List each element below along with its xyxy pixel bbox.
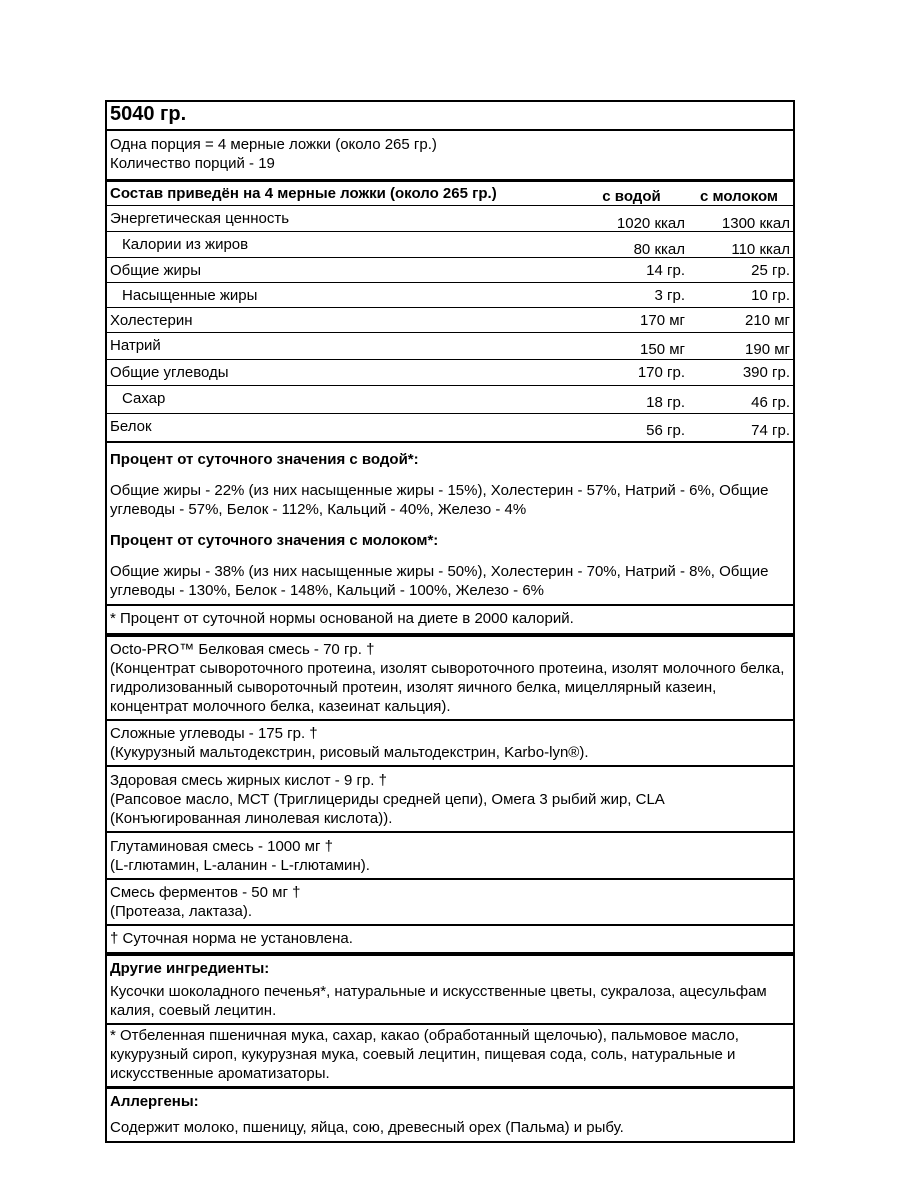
row-name: Сахар [122, 390, 166, 407]
dv-milk-text: Общие жиры - 38% (из них насыщенные жиры - 50%), Холестерин - 70%, Натрий - 8%, Общие углеводы - 130%, Белок - 148%, Кальций - 100%, Железо - 6% [110, 563, 769, 599]
row-name: Общие жиры [110, 262, 202, 279]
row-name: Насыщенные жиры [122, 287, 258, 304]
other-ingredients-box [105, 952, 795, 1023]
blend-box [105, 878, 795, 924]
row-water: 80 ккал [633, 241, 685, 258]
row-name: Холестерин [110, 312, 193, 329]
column-milk: с молоком [699, 188, 779, 205]
row-name: Калории из жиров [122, 236, 249, 253]
table-header-label: Состав приведён на 4 мерные ложки (около 265 гр.) [110, 185, 497, 202]
weight-box [105, 100, 795, 129]
row-water: 170 гр. [637, 364, 685, 381]
row-water: 18 гр. [646, 394, 685, 411]
blend-title: Смесь ферментов - 50 мг † [110, 884, 301, 901]
blend-title: Сложные углеводы - 175 гр. † [110, 725, 318, 742]
row-milk: 110 ккал [731, 241, 790, 258]
dv-footnote: * Процент от суточной нормы основаной на диете в 2000 калорий. [110, 610, 574, 627]
nutrition-label [105, 100, 795, 1143]
dagger-footnote-box [105, 924, 795, 952]
daily-value-section [105, 441, 795, 604]
column-water: с водой [602, 188, 661, 205]
row-water: 170 мг [640, 312, 685, 329]
dv-footnote-box [105, 604, 795, 633]
blend-text: (Протеаза, лактаза). [110, 903, 252, 920]
table-row [107, 282, 793, 307]
row-milk: 25 гр. [751, 262, 790, 279]
row-water: 56 гр. [646, 422, 685, 439]
table-header [107, 179, 793, 205]
row-milk: 46 гр. [751, 394, 790, 411]
row-water: 14 гр. [646, 262, 685, 279]
nutrition-table [105, 179, 795, 441]
blend-text: (Рапсовое масло, МСТ (Триглицериды средней цепи), Омега 3 рыбий жир, CLA (Конъюгированная линолевая кислота)). [110, 791, 664, 827]
row-water: 1020 ккал [616, 215, 685, 232]
row-water: 150 мг [640, 341, 685, 358]
allergens-box [105, 1086, 795, 1143]
serving-size: Одна порция = 4 мерные ложки (около 265 гр.) [110, 136, 437, 153]
servings-count: Количество порций - 19 [110, 155, 275, 172]
row-milk: 210 мг [745, 312, 790, 329]
table-row [107, 359, 793, 385]
other-ingredients-text: Кусочки шоколадного печенья*, натуральные и искусственные цветы, сукралоза, ацесульфам калия, соевый лецитин. [110, 983, 767, 1019]
table-row [107, 332, 793, 359]
blend-box [105, 633, 795, 719]
row-milk: 390 гр. [742, 364, 790, 381]
other-ingredients-title: Другие ингредиенты: [110, 960, 270, 977]
serving-box [105, 129, 795, 179]
row-milk: 74 гр. [751, 422, 790, 439]
allergens-title: Аллергены: [110, 1093, 199, 1110]
blend-text: (Концентрат сывороточного протеина, изолят сывороточного протеина, изолят молочного белка, гидролизованный сывороточный протеин, изолят яичного белка, мицеллярный казеин, концентрат молочного белка, казеинат кальция). [110, 660, 785, 715]
row-name: Натрий [110, 337, 161, 354]
table-row [107, 385, 793, 413]
row-name: Белок [110, 418, 152, 435]
dv-water-text: Общие жиры - 22% (из них насыщенные жиры - 15%), Холестерин - 57%, Натрий - 6%, Общие углеводы - 57%, Белок - 112%, Кальций - 40%, Железо - 4% [110, 482, 769, 518]
table-row [107, 205, 793, 231]
allergens-text: Содержит молоко, пшеницу, яйца, сою, древесный орех (Пальма) и рыбу. [110, 1119, 624, 1136]
cookie-footnote-box [105, 1023, 795, 1086]
dv-water-title: Процент от суточного значения с водой*: [110, 451, 419, 468]
blend-text: (Кукурузный мальтодекстрин, рисовый мальтодекстрин, Karbo-lyn®). [110, 744, 589, 761]
package-weight: 5040 гр. [110, 103, 187, 125]
blend-title: Octo-PRO™ Белковая смесь - 70 гр. † [110, 641, 375, 658]
row-name: Общие углеводы [110, 364, 229, 381]
blend-box [105, 831, 795, 878]
blend-text: (L-глютамин, L-аланин - L-глютамин). [110, 857, 370, 874]
blend-box [105, 719, 795, 765]
dv-milk-title: Процент от суточного значения с молоком*: [110, 532, 439, 549]
table-row [107, 413, 793, 441]
table-row [107, 257, 793, 282]
row-water: 3 гр. [654, 287, 685, 304]
table-row [107, 307, 793, 332]
blend-title: Глутаминовая смесь - 1000 мг † [110, 838, 333, 855]
row-milk: 1300 ккал [721, 215, 790, 232]
blend-box [105, 765, 795, 831]
row-milk: 10 гр. [751, 287, 790, 304]
table-row [107, 231, 793, 257]
blend-title: Здоровая смесь жирных кислот - 9 гр. † [110, 772, 387, 789]
row-milk: 190 мг [745, 341, 790, 358]
row-name: Энергетическая ценность [110, 210, 290, 227]
dagger-footnote: † Суточная норма не установлена. [110, 930, 353, 947]
cookie-footnote: * Отбеленная пшеничная мука, сахар, какао (обработанный щелочью), пальмовое масло, кукурузный сироп, кукурузная мука, соевый лецитин, пищевая сода, соль, натуральные и искусственные ароматизаторы. [110, 1027, 739, 1082]
